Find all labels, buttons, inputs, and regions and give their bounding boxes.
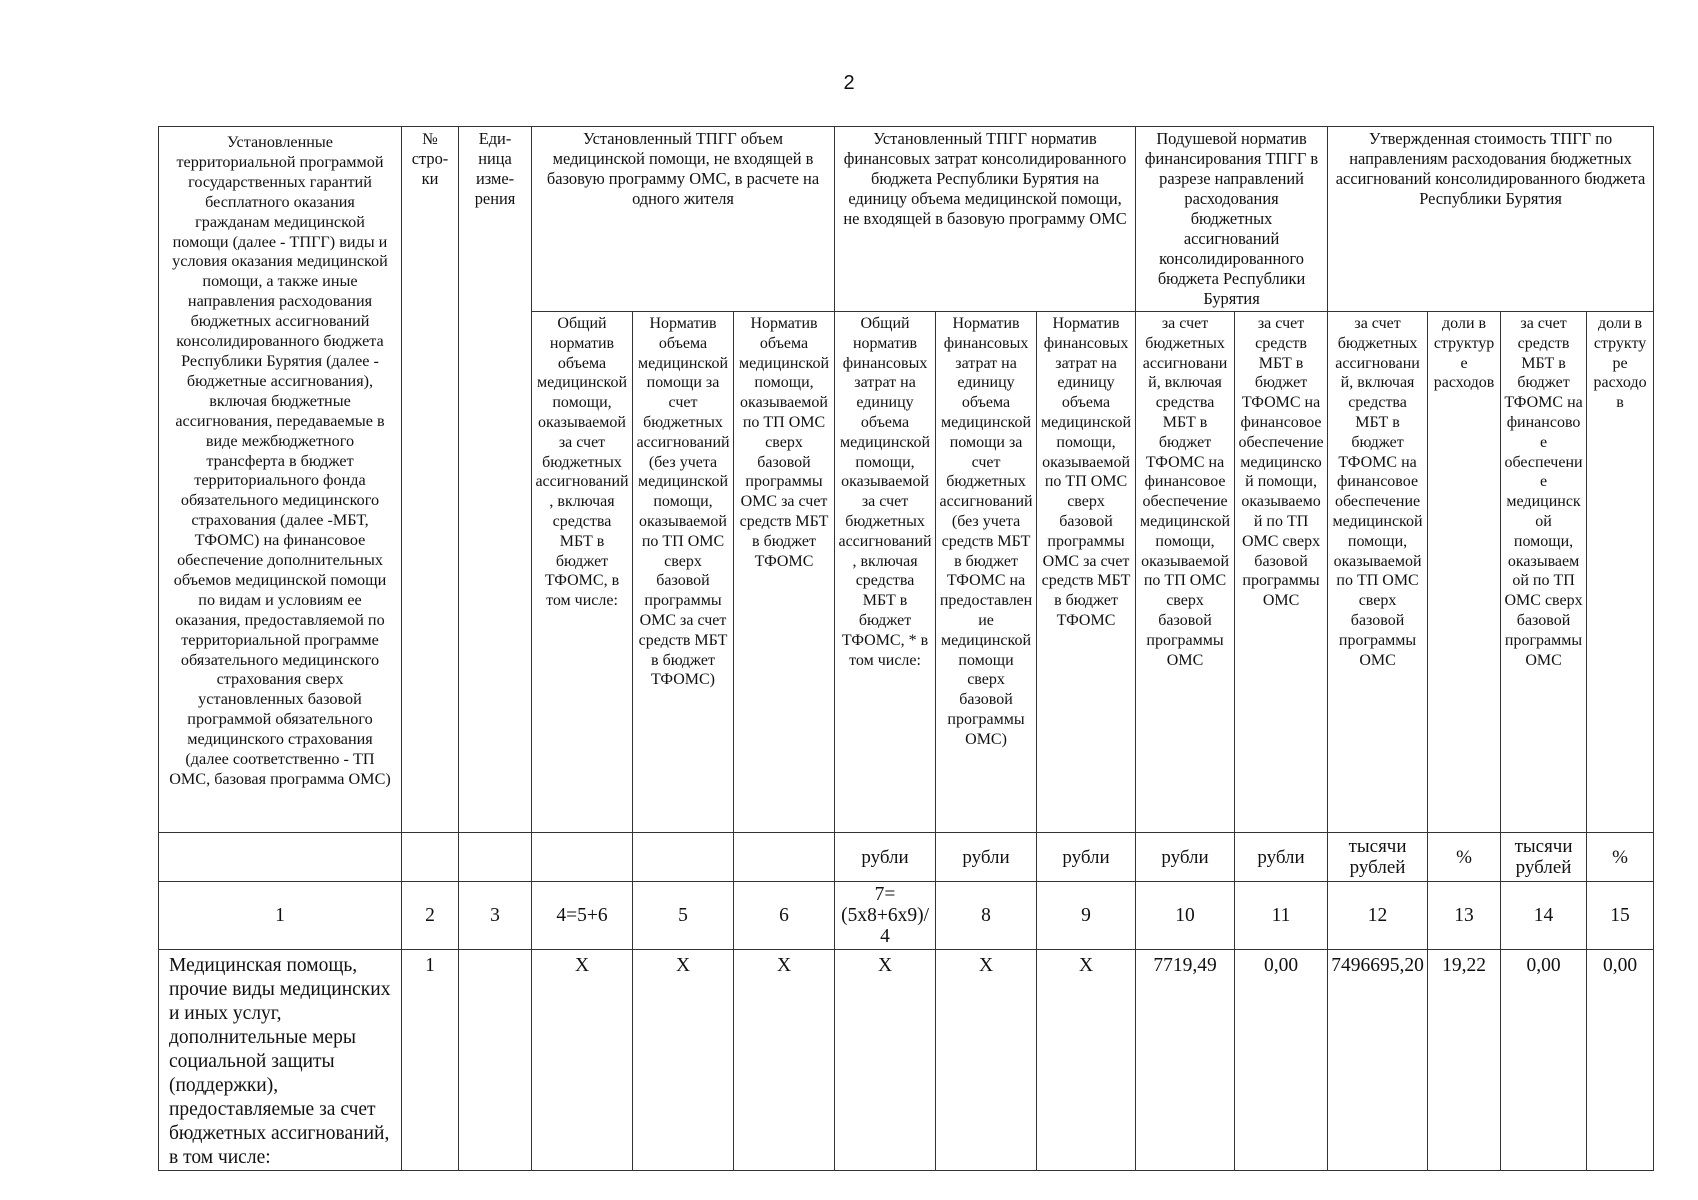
subheader-col8: Норматив финансовых затрат на единицу объема медицинской помощи за счет бюджетных ассигнований (без учета средств МБТ в бюджет ТФОМС на предоставление медицинской помощи сверх базовой программы ОМС) bbox=[936, 312, 1037, 833]
unit-cell bbox=[532, 833, 633, 882]
unit-cell bbox=[159, 833, 402, 882]
subheader-col15: доли в структуре расходов bbox=[1587, 312, 1654, 833]
unit-cell: рубли bbox=[936, 833, 1037, 882]
row-value-col10: 7719,49 bbox=[1136, 950, 1235, 1171]
column-number: 5 bbox=[633, 882, 734, 950]
unit-cell bbox=[633, 833, 734, 882]
financing-table bbox=[158, 126, 1654, 1171]
column-number: 8 bbox=[936, 882, 1037, 950]
column-number: 4=5+6 bbox=[532, 882, 633, 950]
column-number: 12 bbox=[1328, 882, 1428, 950]
row-value-col11: 0,00 bbox=[1235, 950, 1328, 1171]
unit-cell bbox=[402, 833, 459, 882]
subheader-col14: за счет средств МБТ в бюджет ТФОМС на финансовое обеспечение медицинской помощи, оказываемой по ТП ОМС сверх базовой программы ОМС bbox=[1501, 312, 1587, 833]
column-number: 1 bbox=[159, 882, 402, 950]
column-number: 6 bbox=[734, 882, 835, 950]
subheader-col11: за счет средств МБТ в бюджет ТФОМС на финансовое обеспечение медицинской помощи, оказываемой по ТП ОМС сверх базовой программы ОМС bbox=[1235, 312, 1328, 833]
subheader-col10: за счет бюджетных ассигнований, включая средства МБТ в бюджет ТФОМС на финансовое обеспечение медицинской помощи, оказываемой по ТП ОМС сверх базовой программы ОМС bbox=[1136, 312, 1235, 833]
row-unit bbox=[459, 950, 532, 1171]
column-number: 2 bbox=[402, 882, 459, 950]
subheader-col13: доли в структуре расходов bbox=[1428, 312, 1501, 833]
row-value-col7: X bbox=[835, 950, 936, 1171]
header-cost-group: Утвержденная стоимость ТПГГ по направлениям расходования бюджетных ассигнований консолидированного бюджета Республики Бурятия bbox=[1328, 127, 1654, 312]
column-number: 15 bbox=[1587, 882, 1654, 950]
row-value-col14: 0,00 bbox=[1501, 950, 1587, 1171]
subheader-col4: Общий норматив объема медицинской помощи, оказываемой за счет бюджетных ассигнований, включая средства МБТ в бюджет ТФОМС, в том числе: bbox=[532, 312, 633, 833]
header-unit: Еди-ница изме-рения bbox=[459, 127, 532, 833]
table-row bbox=[159, 950, 1654, 1171]
subheader-col6: Норматив объема медицинской помощи, оказываемой по ТП ОМС сверх базовой программы ОМС за счет средств МБТ в бюджет ТФОМС bbox=[734, 312, 835, 833]
unit-cell: тысячи рублей bbox=[1501, 833, 1587, 882]
unit-cell: рубли bbox=[1235, 833, 1328, 882]
unit-cell: рубли bbox=[1136, 833, 1235, 882]
column-number: 10 bbox=[1136, 882, 1235, 950]
unit-cell: тысячи рублей bbox=[1328, 833, 1428, 882]
unit-cell: рубли bbox=[1037, 833, 1136, 882]
column-number: 9 bbox=[1037, 882, 1136, 950]
header-norm-group: Установленный ТПГГ норматив финансовых затрат консолидированного бюджета Республики Бурятия на единицу объема медицинской помощи, не входящей в базовую программу ОМС bbox=[835, 127, 1136, 312]
column-number: 7=(5x8+6x9)/4 bbox=[835, 882, 936, 950]
column-number: 14 bbox=[1501, 882, 1587, 950]
header-capita-group: Подушевой норматив финансирования ТПГГ в разрезе направлений расходования бюджетных ассигнований консолидированного бюджета Республики Бурятия bbox=[1136, 127, 1328, 312]
unit-cell: % bbox=[1428, 833, 1501, 882]
row-value-col5: X bbox=[633, 950, 734, 1171]
unit-cell: % bbox=[1587, 833, 1654, 882]
header-description: Установленные территориальной программой государственных гарантий бесплатного оказания гражданам медицинской помощи (далее - ТПГГ) виды и условия оказания медицинской помощи, а также иные направления расходования бюджетных ассигнований консолидированного бюджета Республики Бурятия (далее - бюджетные ассигнования), включая бюджетные ассигнования, передаваемые в виде межбюджетного трансферта в бюджет территориального фонда обязательного медицинского страхования (далее -МБТ, ТФОМС) на финансовое обеспечение дополнительных объемов медицинской помощи по видам и условиям ее оказания, предоставляемой по территориальной программе обязательного медицинского страхования сверх установленных базовой программой обязательного медицинского страхования (далее соответственно - ТП ОМС, базовая программа ОМС) bbox=[159, 127, 402, 833]
row-number: 1 bbox=[402, 950, 459, 1171]
units-row bbox=[159, 833, 1654, 882]
row-description: Медицинская помощь, прочие виды медицинских и иных услуг, дополнительные меры социальной защиты (поддержки), предоставляемые за счет бюджетных ассигнований, в том числе: bbox=[159, 950, 402, 1171]
row-value-col15: 0,00 bbox=[1587, 950, 1654, 1171]
unit-cell bbox=[459, 833, 532, 882]
row-value-col8: X bbox=[936, 950, 1037, 1171]
row-value-col4: X bbox=[532, 950, 633, 1171]
page-number: 2 bbox=[843, 72, 855, 94]
row-value-col13: 19,22 bbox=[1428, 950, 1501, 1171]
subheader-col7: Общий норматив финансовых затрат на единицу объема медицинской помощи, оказываемой за счет бюджетных ассигнований, включая средства МБТ в бюджет ТФОМС, * в том числе: bbox=[835, 312, 936, 833]
subheader-col12: за счет бюджетных ассигнований, включая средства МБТ в бюджет ТФОМС на финансовое обеспечение медицинской помощи, оказываемой по ТП ОМС сверх базовой программы ОМС bbox=[1328, 312, 1428, 833]
column-number: 13 bbox=[1428, 882, 1501, 950]
header-row-number: № стро-ки bbox=[402, 127, 459, 833]
row-value-col9: X bbox=[1037, 950, 1136, 1171]
unit-cell bbox=[734, 833, 835, 882]
header-row bbox=[159, 127, 1654, 312]
column-number: 11 bbox=[1235, 882, 1328, 950]
column-numbers-row bbox=[159, 882, 1654, 950]
subheader-col9: Норматив финансовых затрат на единицу объема медицинской помощи, оказываемой по ТП ОМС сверх базовой программы ОМС за счет средств МБТ в бюджет ТФОМС bbox=[1037, 312, 1136, 833]
subheader-col5: Норматив объема медицинской помощи за счет бюджетных ассигнований (без учета медицинской помощи, оказываемой по ТП ОМС сверх базовой программы ОМС за счет средств МБТ в бюджет ТФОМС) bbox=[633, 312, 734, 833]
unit-cell: рубли bbox=[835, 833, 936, 882]
row-value-col6: X bbox=[734, 950, 835, 1171]
header-volume-group: Установленный ТПГГ объем медицинской помощи, не входящей в базовую программу ОМС, в расчете на одного жителя bbox=[532, 127, 835, 312]
row-value-col12: 7496695,20 bbox=[1328, 950, 1428, 1171]
column-number: 3 bbox=[459, 882, 532, 950]
